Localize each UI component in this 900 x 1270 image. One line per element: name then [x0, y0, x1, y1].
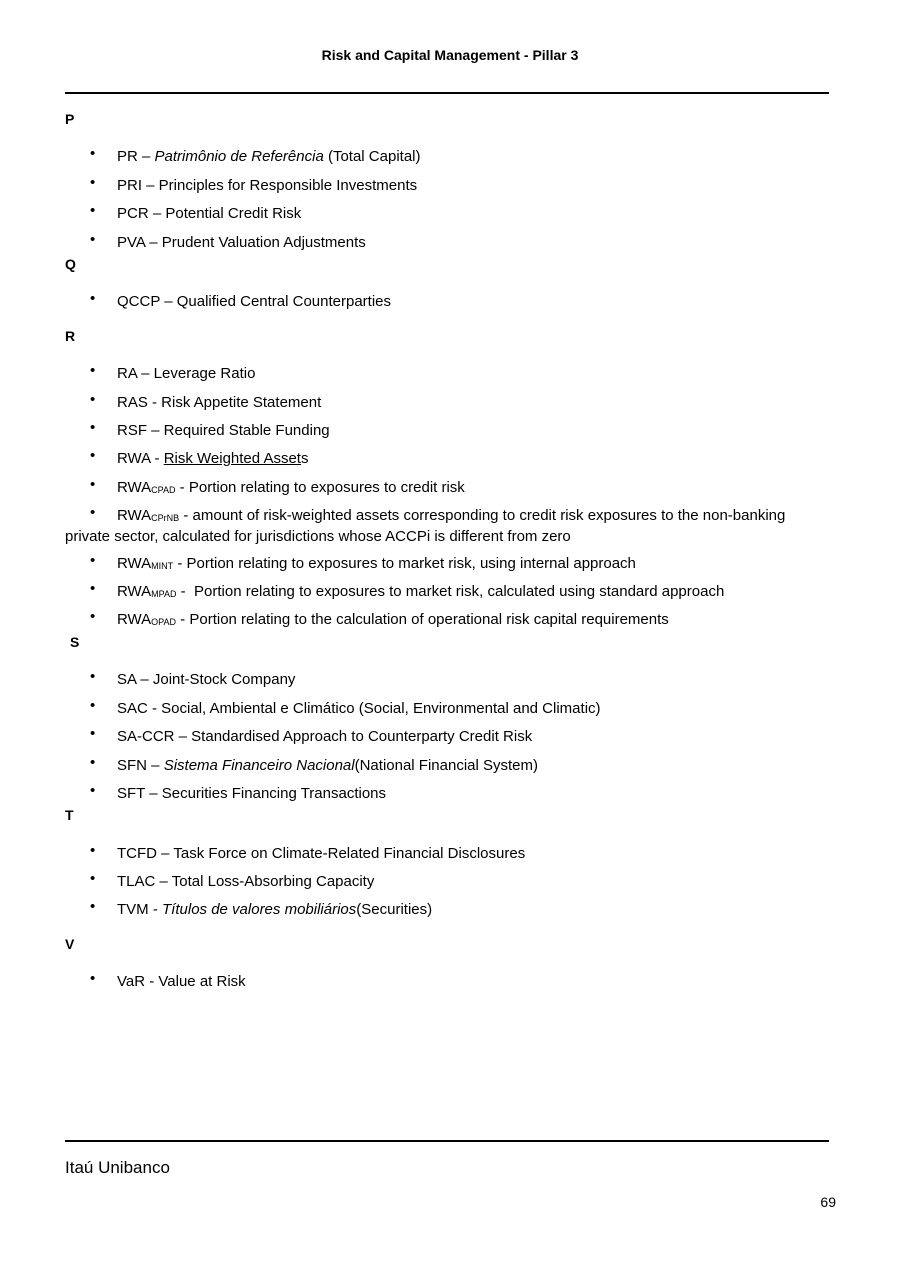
list-item-text: RWAOPAD - Portion relating to the calculation of operational risk capital requirements [117, 611, 669, 628]
list-item-text: PVA – Prudent Valuation Adjustments [117, 234, 366, 251]
bullet-icon: • [90, 419, 96, 436]
section-letter-s: S [70, 634, 80, 650]
list-item-text: PRI – Principles for Responsible Investments [117, 177, 418, 194]
bullet-icon: • [90, 447, 96, 464]
page-number: 69 [820, 1194, 836, 1210]
bullet-icon: • [90, 362, 96, 379]
list-item-text: RA – Leverage Ratio [117, 365, 256, 382]
bullet-icon: • [90, 970, 96, 987]
bullet-icon: • [90, 504, 96, 521]
list-item-text: SAC - Social, Ambiental e Climático (Social, Environmental and Climatic) [117, 700, 601, 717]
bullet-icon: • [90, 145, 96, 162]
list-item-text: RWA - Risk Weighted Assets [117, 450, 309, 467]
list-item-text: PCR – Potential Credit Risk [117, 205, 302, 222]
list-item-text: TVM - Títulos de valores mobiliários(Securities) [117, 901, 433, 918]
page-header-title: Risk and Capital Management - Pillar 3 [321, 47, 579, 63]
list-item-text: RWAMPAD - Portion relating to exposures to market risk, calculated using standard approach [117, 583, 725, 600]
list-item-text: SA – Joint-Stock Company [117, 671, 296, 688]
footer-divider [65, 1140, 829, 1142]
bullet-icon: • [90, 231, 96, 248]
bullet-icon: • [90, 870, 96, 887]
list-item-text: TLAC – Total Loss-Absorbing Capacity [117, 873, 375, 890]
header-divider [65, 92, 829, 94]
bullet-icon: • [90, 580, 96, 597]
bullet-icon: • [90, 174, 96, 191]
bullet-icon: • [90, 782, 96, 799]
bullet-icon: • [90, 754, 96, 771]
list-item-text: QCCP – Qualified Central Counterparties [117, 293, 392, 310]
list-item-text: SFN – Sistema Financeiro Nacional(National Financial System) [117, 757, 539, 774]
section-letter-q: Q [65, 256, 76, 272]
bullet-icon: • [90, 898, 96, 915]
bullet-icon: • [90, 668, 96, 685]
bullet-icon: • [90, 391, 96, 408]
section-letter-t: T [65, 807, 74, 823]
list-item-text-continued: private sector, calculated for jurisdictions whose ACCPi is different from zero [65, 528, 571, 545]
list-item-text: RWACPAD - Portion relating to exposures to credit risk [117, 479, 465, 496]
bullet-icon: • [90, 608, 96, 625]
list-item-text: VaR - Value at Risk [117, 973, 246, 990]
list-item-text: SFT – Securities Financing Transactions [117, 785, 387, 802]
bullet-icon: • [90, 697, 96, 714]
section-letter-p: P [65, 111, 75, 127]
underlined-term: Risk Weighted Asset [163, 450, 301, 467]
list-item [65, 506, 845, 547]
list-item-text: TCFD – Task Force on Climate-Related Financial Disclosures [117, 845, 526, 862]
list-item-text: RWACPrNB - amount of risk-weighted assets corresponding to credit risk exposures to the non-banking [117, 507, 786, 524]
bullet-icon: • [90, 202, 96, 219]
bullet-icon: • [90, 552, 96, 569]
section-letter-r: R [65, 328, 76, 344]
list-item-text: RAS - Risk Appetite Statement [117, 394, 322, 411]
bullet-icon: • [90, 290, 96, 307]
footer-company-name: Itaú Unibanco [65, 1158, 170, 1177]
list-item-text: PR – Patrimônio de Referência (Total Capital) [117, 148, 421, 165]
list-item-text: RSF – Required Stable Funding [117, 422, 330, 439]
bullet-icon: • [90, 725, 96, 742]
list-item-text: RWAMINT - Portion relating to exposures to market risk, using internal approach [117, 555, 636, 572]
list-item-text: SA-CCR – Standardised Approach to Counterparty Credit Risk [117, 728, 533, 745]
section-letter-v: V [65, 936, 75, 952]
bullet-icon: • [90, 476, 96, 493]
bullet-icon: • [90, 842, 96, 859]
